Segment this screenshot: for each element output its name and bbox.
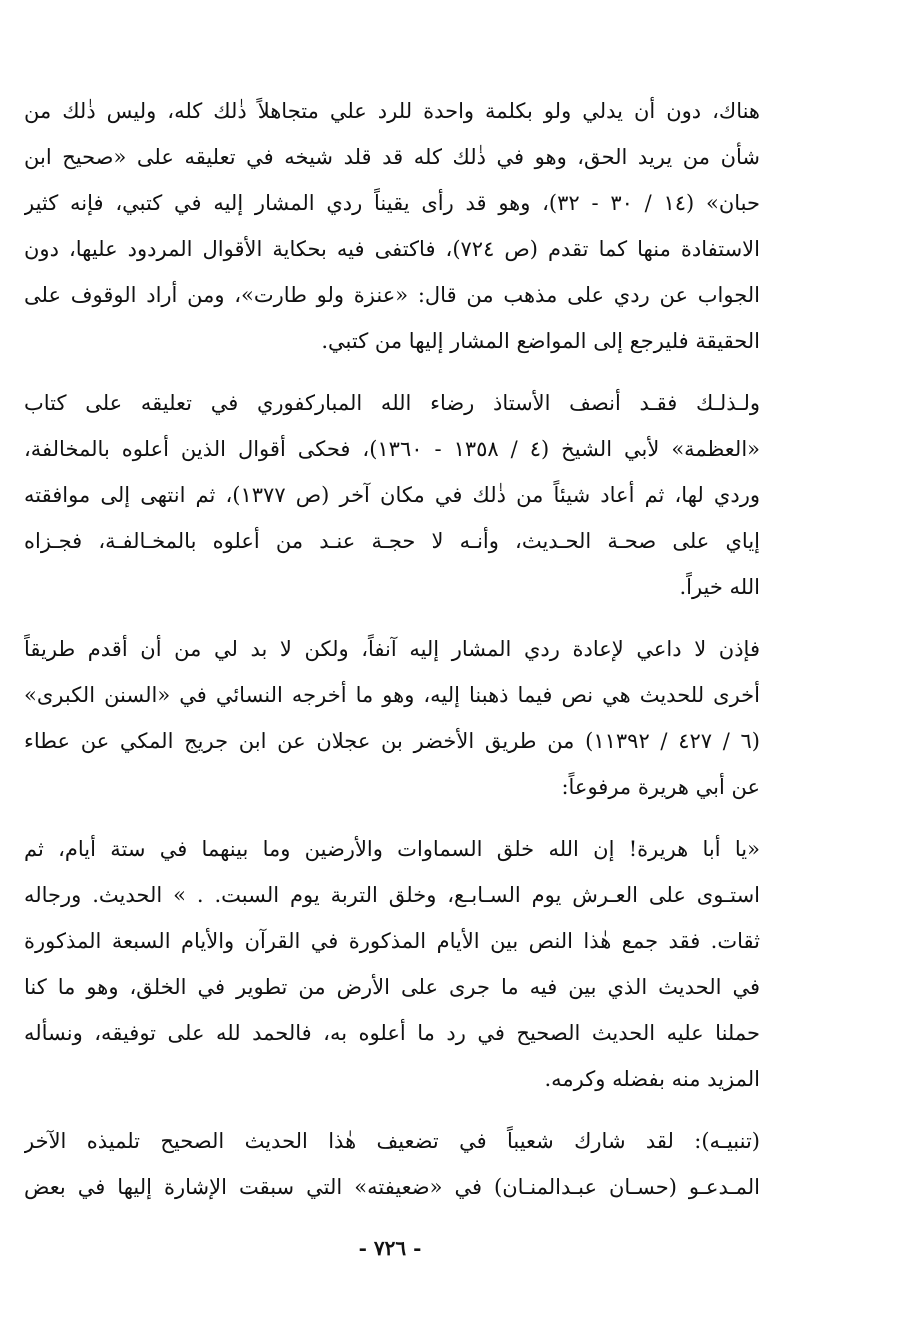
- text-line: «العظمة» لأبي الشيخ (٤ / ١٣٥٨ - ١٣٦٠)، فحكى أقوال الذين أعلوه بالمخالفة،: [24, 437, 760, 461]
- text-line: (٦ / ٤٢٧ / ١١٣٩٢) من طريق الأخضر بن عجلان عن ابن جريج المكي عن عطاء: [24, 729, 760, 753]
- text-line: فإذن لا داعي لإعادة ردي المشار إليه آنفاً، ولكن لا بد لي من أن أقدم طريقاً: [24, 637, 760, 661]
- paragraph: [24, 88, 760, 364]
- page-number: - ٧٢٦ -: [358, 1236, 422, 1260]
- text-line: ولـذلـك فقـد أنصف الأستاذ رضاء الله المباركفوري في تعليقه على كتاب: [24, 391, 760, 415]
- text-line: هناك، دون أن يدلي ولو بكلمة واحدة للرد علي متجاهلاً ذٰلك كله، وليس ذٰلك من: [24, 99, 760, 123]
- paragraph: [24, 380, 760, 610]
- paragraph: [24, 1118, 760, 1210]
- text-line: حملنا عليه الحديث الصحيح في رد ما أعلوه به، فالحمد لله على توفيقه، ونسأله: [24, 1021, 760, 1045]
- text-line: الله خيراً.: [679, 575, 760, 599]
- paragraph: [24, 826, 760, 1102]
- paragraph: [24, 626, 760, 810]
- page-body: [24, 88, 760, 1226]
- text-line: أخرى للحديث هي نص فيما ذهبنا إليه، وهو ما أخرجه النسائي في «السنن الكبرى»: [24, 683, 760, 707]
- text-line: إياي على صحـة الحـديث، وأنـه لا حجـة عنـد من أعلوه بالمخـالفـة، فجـزاه: [24, 529, 760, 553]
- text-line: شأن من يريد الحق، وهو في ذٰلك كله قد قلد شيخه في تعليقه على «صحيح ابن: [24, 145, 760, 169]
- text-line: الحقيقة فليرجع إلى المواضع المشار إليها من كتبي.: [321, 329, 760, 353]
- text-line: في الحديث الذي بين فيه ما جرى على الأرض من تطوير في الخلق، وهو ما كنا: [24, 975, 760, 999]
- text-line: «يا أبا هريرة! إن الله خلق السماوات والأرضين وما بينهما في ستة أيام، ثم: [24, 837, 760, 861]
- text-line: وردي لها، ثم أعاد شيئاً من ذٰلك في مكان آخر (ص ١٣٧٧)، ثم انتهى إلى موافقته: [24, 483, 760, 507]
- text-line: الاستفادة منها كما تقدم (ص ٧٢٤)، فاكتفى فيه بحكاية الأقوال المردود عليها، دون: [24, 237, 760, 261]
- text-line: المـدعـو (حسـان عبـدالمنـان) في «ضعيفته» التي سبقت الإشارة إليها في بعض: [24, 1175, 760, 1199]
- text-line: (تنبيـه): لقد شارك شعيباً في تضعيف هٰذا الحديث الصحيح تلميذه الآخر: [24, 1129, 760, 1153]
- text-line: عن أبي هريرة مرفوعاً:: [561, 775, 760, 799]
- text-line: المزيد منه بفضله وكرمه.: [544, 1067, 760, 1091]
- text-line: الجواب عن ردي على مذهب من قال: «عنزة ولو طارت»، ومن أراد الوقوف على: [24, 283, 760, 307]
- text-line: ثقات. فقد جمع هٰذا النص بين الأيام المذكورة في القرآن والأيام السبعة المذكورة: [24, 929, 760, 953]
- text-line: حبان» (١٤ / ٣٠ - ٣٢)، وهو قد رأى يقيناً ردي المشار إليه في كتبي، فإنه كثير: [24, 191, 760, 215]
- text-line: استـوى على العـرش يوم السـابـع، وخلق التربة يوم السبت. . » الحديث. ورجاله: [24, 883, 760, 907]
